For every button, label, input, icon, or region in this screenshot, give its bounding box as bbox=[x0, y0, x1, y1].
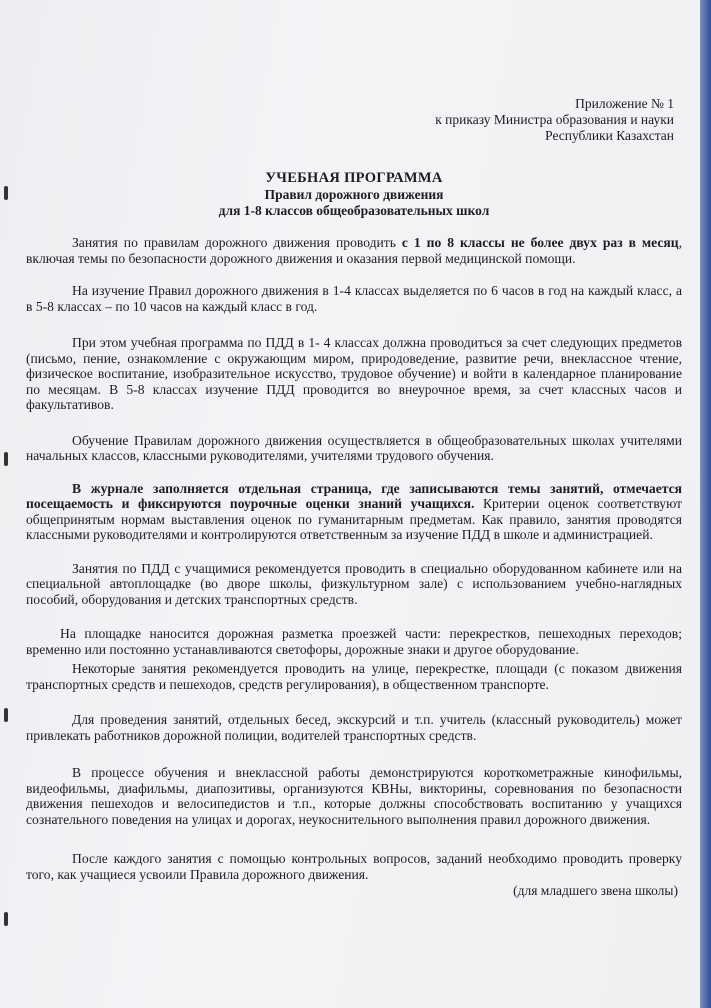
margin-mark bbox=[4, 452, 8, 466]
paragraph-frequency-end: , включая темы по безопасности дорожного движения и оказания первой медицинской помощи. bbox=[26, 235, 682, 266]
paragraph-curriculum: При этом учебная программа по ПДД в 1- 4 классах должна проводиться за счет следующих предметов (письмо, пение, ознакомление с окружающим миром, природоведение, развитие речи, внеклассное чтение, физическое воспитание, изобразительное искусство, трудовое обучение) и войти в календарное планирование по месяцам. В 5-8 классах изучение ПДД проводится во внеурочное время, за счет классных часов и факультативов. bbox=[26, 335, 682, 412]
paragraph-outdoor-lessons: Некоторые занятия рекомендуется проводить на улице, перекрестке, площади (с показом движения транспортных средств и пешеходов, средств регулирования), в общественном транспорте. bbox=[26, 661, 682, 692]
paragraph-media: В процессе обучения и внеклассной работы демонстрируются короткометражные кинофильмы, видеофильмы, диафильмы, диапозитивы, организуются КВНы, викторины, соревнования по безопасности движения пешеходов и велосипедистов и т.п., которые должны способствовать воспитанию у учащихся сознательного поведения на улицах и дорогах, неукоснительного выполнения правил дорожного движения. bbox=[26, 765, 682, 827]
title-grades: для 1-8 классов общеобразовательных школ bbox=[218, 203, 490, 218]
title-subject: Правил дорожного движения bbox=[264, 187, 444, 202]
paragraph-hours: На изучение Правил дорожного движения в 1-4 классах выделяется по 6 часов в год на каждый класс, а в 5-8 классах – по 10 часов на каждый класс в год. bbox=[26, 283, 682, 314]
paragraph-police: Для проведения занятий, отдельных бесед, экскурсий и т.п. учитель (классный руководитель) может привлекать работников дорожной полиции, водителей транспортных средств. bbox=[26, 712, 682, 743]
paragraph-frequency-start: Занятия по правилам дорожного движения проводить bbox=[72, 235, 402, 250]
paragraph-assessment: После каждого занятия с помощью контрольных вопросов, заданий необходимо проводить проверку того, как учащиеся усвоили Правила дорожного движения. bbox=[26, 851, 682, 882]
paragraph-frequency-bold: с 1 по 8 классы не более двух раз в месяц bbox=[401, 235, 679, 250]
title-main: УЧЕБНАЯ ПРОГРАММА bbox=[265, 170, 443, 186]
appendix-line-3: Республики Казахстан bbox=[545, 128, 674, 143]
paragraph-teachers: Обучение Правилам дорожного движения осуществляется в общеобразовательных школах учителями начальных классов, классными руководителями, учителями трудового обучения. bbox=[26, 432, 682, 463]
margin-mark bbox=[4, 912, 8, 926]
margin-mark bbox=[4, 186, 8, 200]
paragraph-journal bbox=[26, 481, 682, 543]
paragraph-road-markings: На площадке наносится дорожная разметка проезжей части: перекрестков, пешеходных переходов; временно или постоянно устанавливаются светофоры, дорожные знаки и другое оборудование. bbox=[26, 626, 682, 657]
document-title bbox=[26, 170, 682, 219]
paragraph-journal-rest: Критерии оценок соответствуют общепринятым нормам выставления оценок по гуманитарным предметам. Как правило, занятия проводятся классными руководителями и контролируются ответственным за изучение ПДД в школе и администрацией. bbox=[26, 496, 683, 542]
appendix-line-1: Приложение № 1 bbox=[575, 96, 674, 111]
paragraph-journal-bold: В журнале заполняется отдельная страница, где записываются темы занятий, отмечается посещаемость и фиксируются поурочные оценки знаний учащихся. bbox=[26, 480, 682, 511]
paragraph-frequency bbox=[26, 235, 682, 266]
paragraph-classroom: Занятия по ПДД с учащимися рекомендуется проводить в специально оборудованном кабинете или на специальной автоплощадке (во дворе школы, физкультурном зале) с использованием учебно-наглядных пособий, оборудования и детских транспортных средств. bbox=[26, 560, 682, 607]
closing-note: (для младшего звена школы) bbox=[513, 883, 678, 898]
appendix-line-2: к приказу Министра образования и науки bbox=[435, 112, 674, 127]
margin-mark bbox=[4, 708, 8, 722]
appendix-header bbox=[26, 96, 682, 144]
